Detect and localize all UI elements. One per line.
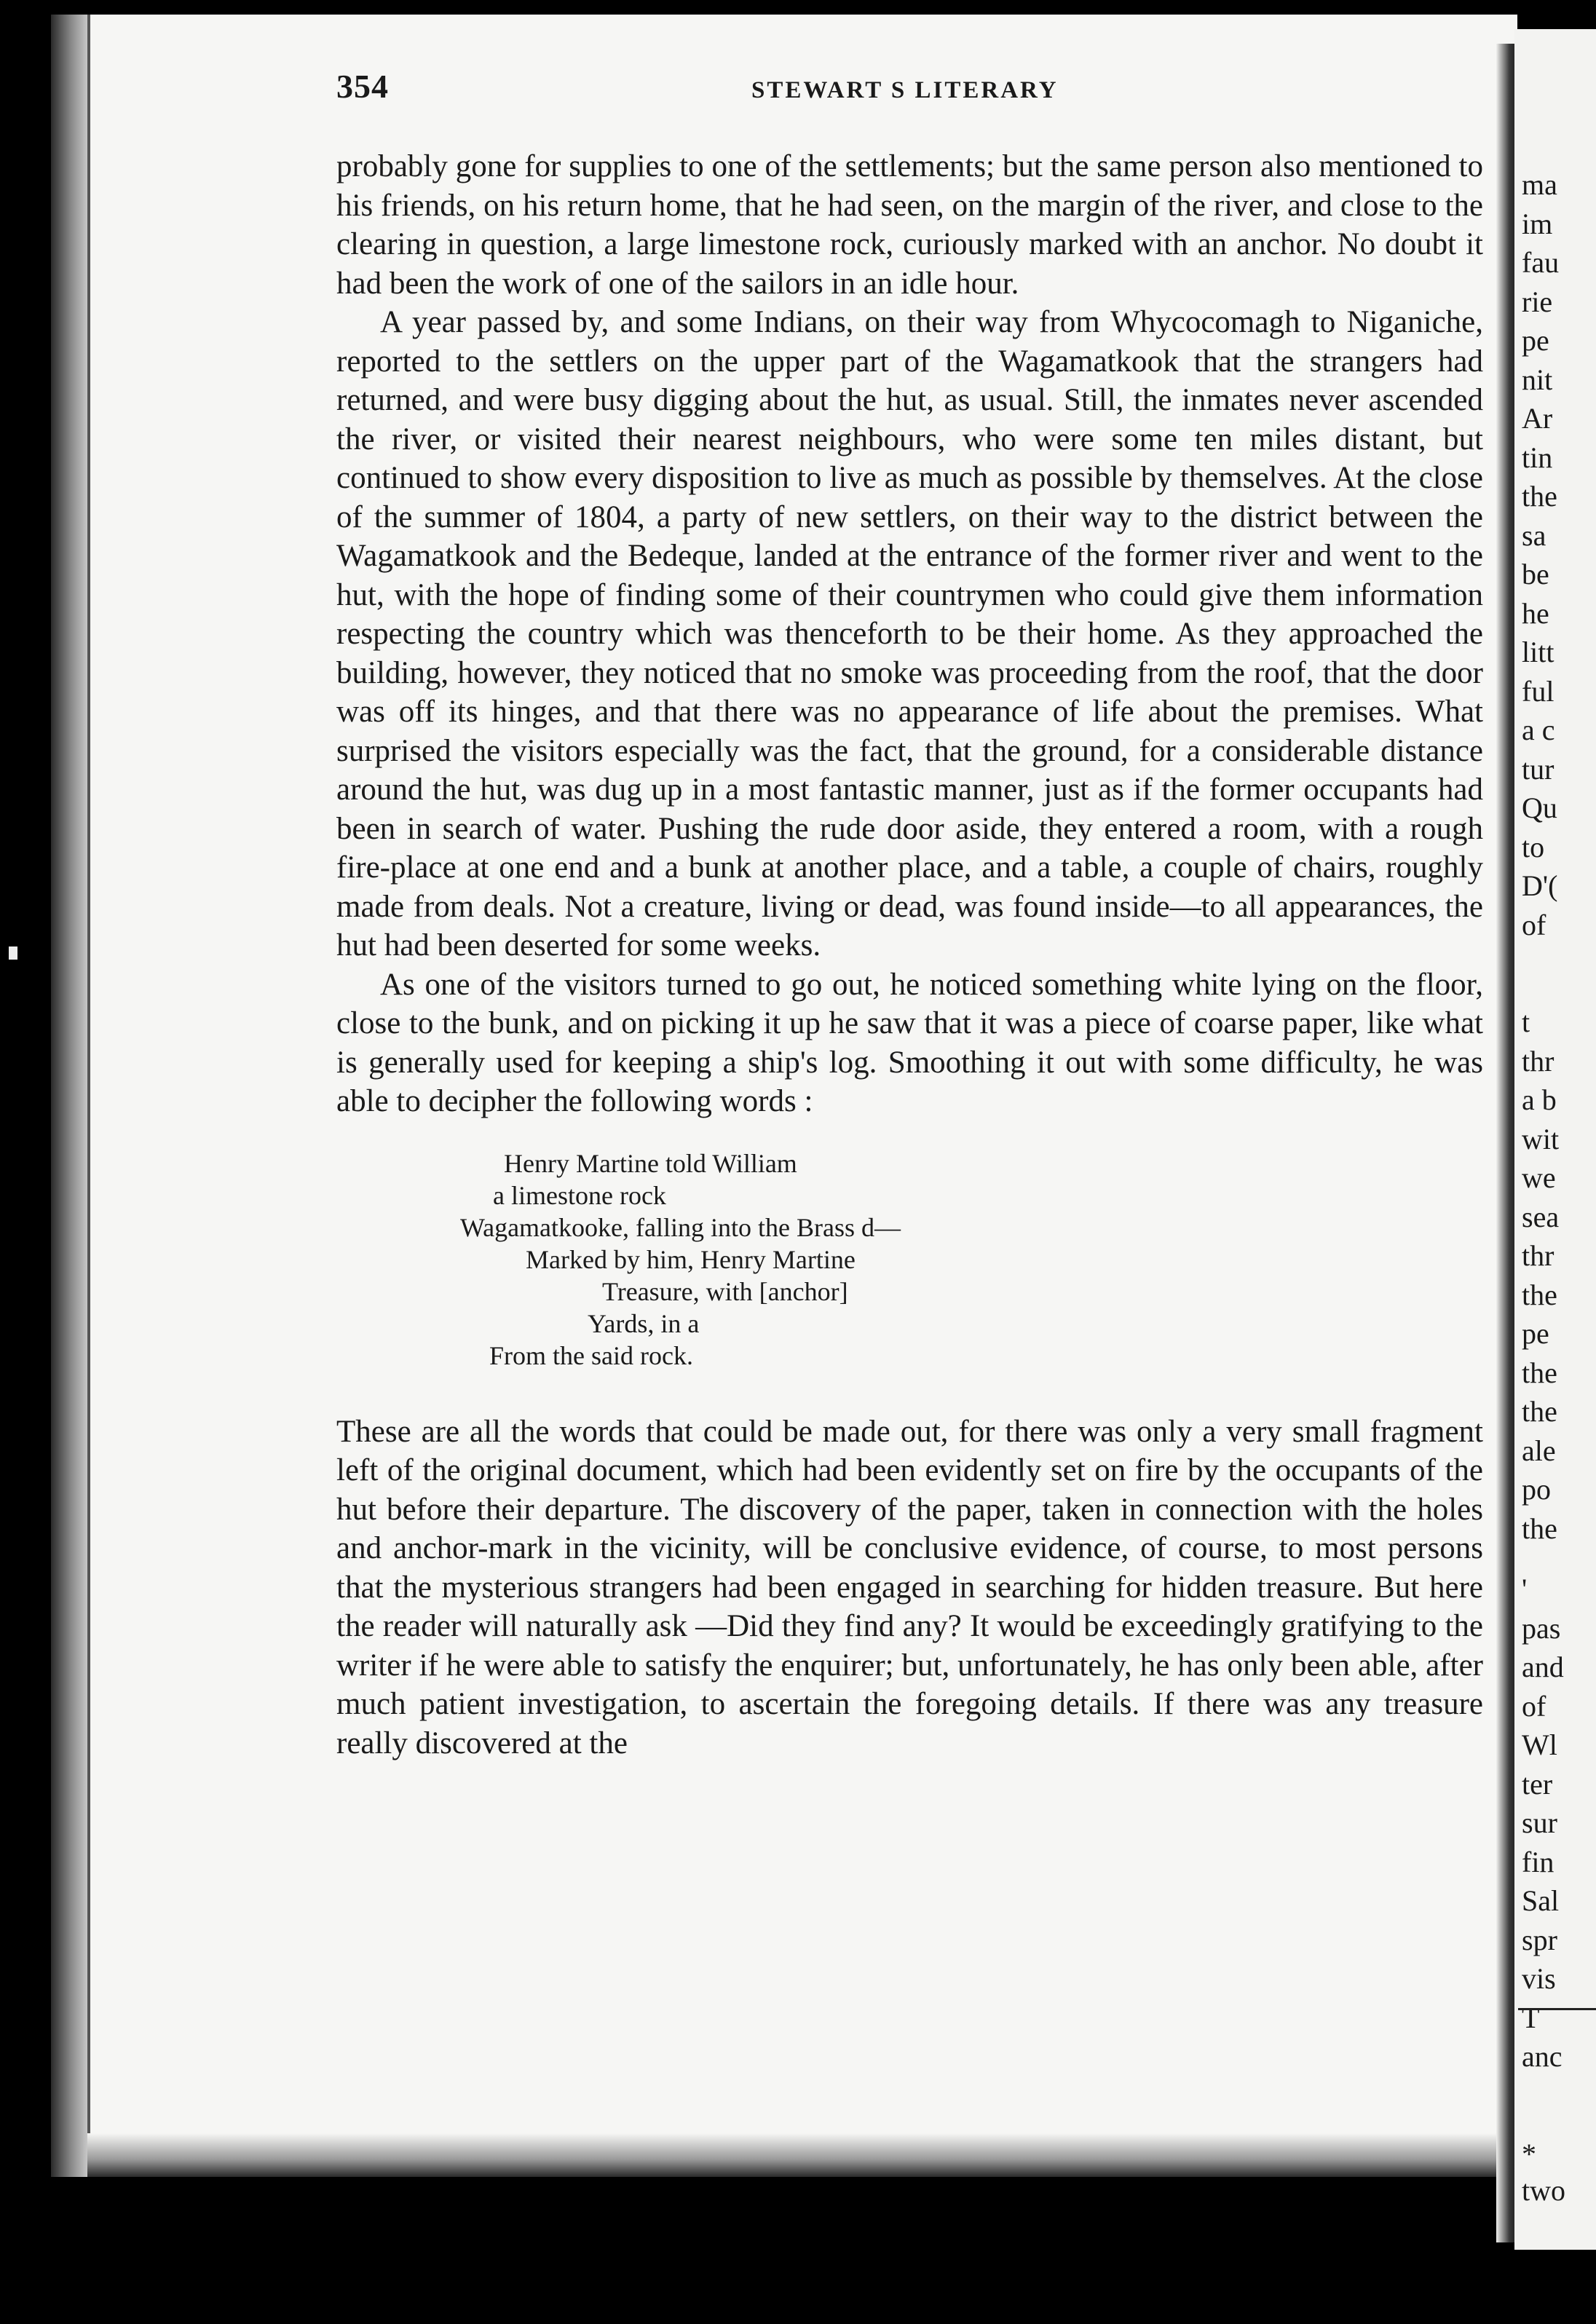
adjacent-page-fragment: pe: [1522, 1317, 1549, 1350]
adjacent-page-fragment: and: [1522, 1651, 1564, 1683]
adjacent-page-fragment: pas: [1522, 1611, 1561, 1645]
document-fragment: [336, 1147, 1483, 1372]
adjacent-page-fragment: tin: [1522, 440, 1553, 474]
fragment-line: Henry Martine told William: [504, 1148, 797, 1178]
scan-speck: [9, 946, 17, 960]
adjacent-page-fragment: Wl: [1522, 1728, 1557, 1761]
adjacent-page-strip: [1514, 29, 1596, 2250]
adjacent-page-fragment: T: [1522, 2001, 1540, 2034]
adjacent-page-fragment: ter: [1522, 1767, 1553, 1801]
adjacent-page-fragment: to: [1522, 830, 1545, 863]
adjacent-page-fragment: ': [1522, 1573, 1528, 1605]
adjacent-page-fragment: rie: [1522, 285, 1553, 318]
adjacent-page-fragment: *: [1522, 2137, 1536, 2170]
adjacent-page-fragment: fau: [1522, 246, 1560, 279]
adjacent-page-fragment: fin: [1522, 1845, 1554, 1878]
adjacent-page-fragment: of: [1522, 908, 1546, 941]
fragment-line: Yards, in a: [588, 1308, 700, 1338]
adjacent-page-fragment: the: [1522, 1356, 1557, 1389]
adjacent-page-fragment: tur: [1522, 752, 1554, 786]
adjacent-page-fragment: sea: [1522, 1200, 1560, 1233]
adjacent-page-fragment: the: [1522, 1511, 1557, 1545]
paragraph: These are all the words that could be made out, for there was only a very small fragment left of the original document, which had been evidently set on fire by the occupants of the hut before their departure. The discovery of the paper, taken in connection with the holes and anchor-mark in the vicinity, will be conclusive evidence, of course, to most persons that the mysterious strangers had been engaged in searching for hidden treasure. But here the reader will naturally ask —Did they find any? It would be exceedingly gratifying to the writer if he were able to satisfy the enquirer; but, unfortunately, he has only been able, after much patient investigation, to ascertain the foregoing details. If there was any treasure really discovered at the: [336, 1414, 1483, 1760]
fragment-line: Marked by him, Henry Martine: [526, 1244, 856, 1274]
adjacent-page-fragment: po: [1522, 1473, 1551, 1506]
adjacent-page-fragment: be: [1522, 558, 1549, 590]
adjacent-page-fragment: thr: [1522, 1239, 1554, 1272]
adjacent-page-fragment: a c: [1522, 714, 1555, 746]
adjacent-page-fragment: anc: [1522, 2040, 1563, 2073]
adjacent-page-fragment: two: [1522, 2173, 1565, 2207]
page-number: 354: [336, 68, 389, 105]
adjacent-page-fragment: the: [1522, 1278, 1557, 1311]
page-header: [336, 67, 1472, 125]
adjacent-page-fragment: wit: [1522, 1122, 1560, 1155]
adjacent-page-fragment: the: [1522, 480, 1557, 513]
adjacent-page-fragment: we: [1522, 1161, 1556, 1194]
adjacent-page-fragment: sur: [1522, 1806, 1557, 1839]
running-head: STEWART S LITERARY: [751, 77, 1059, 103]
adjacent-page-fragment: spr: [1522, 1923, 1557, 1956]
fragment-line: Wagamatkooke, falling into the Brass d—: [460, 1212, 901, 1242]
adjacent-page-fragment: thr: [1522, 1044, 1554, 1078]
paragraph: As one of the visitors turned to go out, he noticed something white lying on the floor, close to the bunk, and on picking it up he saw that it was a piece of coarse paper, like what is generally used for keeping a ship's log. Smoothing it out with some difficulty, he was able to decipher the following words :: [336, 967, 1483, 1118]
paragraph: probably gone for supplies to one of the settlements; but the same person also mentioned to his friends, on his return home, that he had seen, on the margin of the river, and close to the clearing in question, a large limestone rock, curiously marked with an anchor. No doubt it had been the work of one of the sailors in an idle hour.: [336, 149, 1483, 301]
paragraph: A year passed by, and some Indians, on their way from Whycocomagh to Niganiche, reported to the settlers on the upper part of the Wagamatkook that the strangers had returned, and were busy digging about the hut, as usual. Still, the inmates never ascended the river, or visited their nearest neighbours, who were some ten miles distant, but continued to show every disposition to live as much as possible by themselves. At the close of the summer of 1804, a party of new settlers, on their way to the district between the Wagamatkook and the Bedeque, landed at the entrance of the former river and went to the hut, with the hope of finding some of their countrymen who could give them information respecting the country which was thenceforth to be their home. As they approached the building, however, they noticed that no smoke was proceeding from the roof, that the door was off its hinges, and that there was no appearance of life about the premises. What surprised the visitors especially was the fact, that the ground, for a considerable distance around the hut, was dug up in a most fantastic manner, just as if the former occupants had been in search of water. Pushing the rude door aside, they entered a room, with a rough fire-place at one end and a bunk at another place, and a table, a couple of chairs, roughly made from deals. Not a creature, living or dead, was found inside—to all appearances, the hut had been deserted for some weeks.: [336, 305, 1483, 963]
page-bottom-edge: [87, 2133, 1536, 2177]
adjacent-page-fragment: pe: [1522, 324, 1549, 357]
adjacent-page-fragment: vis: [1522, 1962, 1556, 1995]
adjacent-page-fragment: the: [1522, 1395, 1557, 1428]
adjacent-page-fragment: D'(: [1522, 869, 1558, 902]
adjacent-page-fragment: ma: [1522, 168, 1557, 201]
fragment-line: Treasure, with [anchor]: [602, 1276, 848, 1306]
adjacent-page-fragment: nit: [1522, 363, 1553, 396]
adjacent-page-fragment: ful: [1522, 674, 1554, 708]
body-text: [336, 147, 1483, 1763]
adjacent-page-fragment: he: [1522, 596, 1549, 630]
fragment-line: a limestone rock: [493, 1180, 666, 1210]
adjacent-page-fragment: im: [1522, 207, 1553, 240]
adjacent-page-fragment: Sal: [1522, 1884, 1560, 1917]
adjacent-page-fragment: t: [1522, 1005, 1530, 1038]
footnote-rule: [1518, 2008, 1596, 2010]
adjacent-page-fragment: sa: [1522, 518, 1546, 552]
adjacent-page-fragment: ale: [1522, 1434, 1556, 1467]
adjacent-page-fragment: of: [1522, 1689, 1546, 1723]
adjacent-page-fragment: a b: [1522, 1083, 1557, 1116]
fragment-line: From the said rock.: [489, 1340, 693, 1370]
adjacent-page-fragment: litt: [1522, 636, 1554, 668]
adjacent-page-fragment: Qu: [1522, 791, 1557, 824]
adjacent-page-fragment: Ar: [1522, 402, 1553, 435]
